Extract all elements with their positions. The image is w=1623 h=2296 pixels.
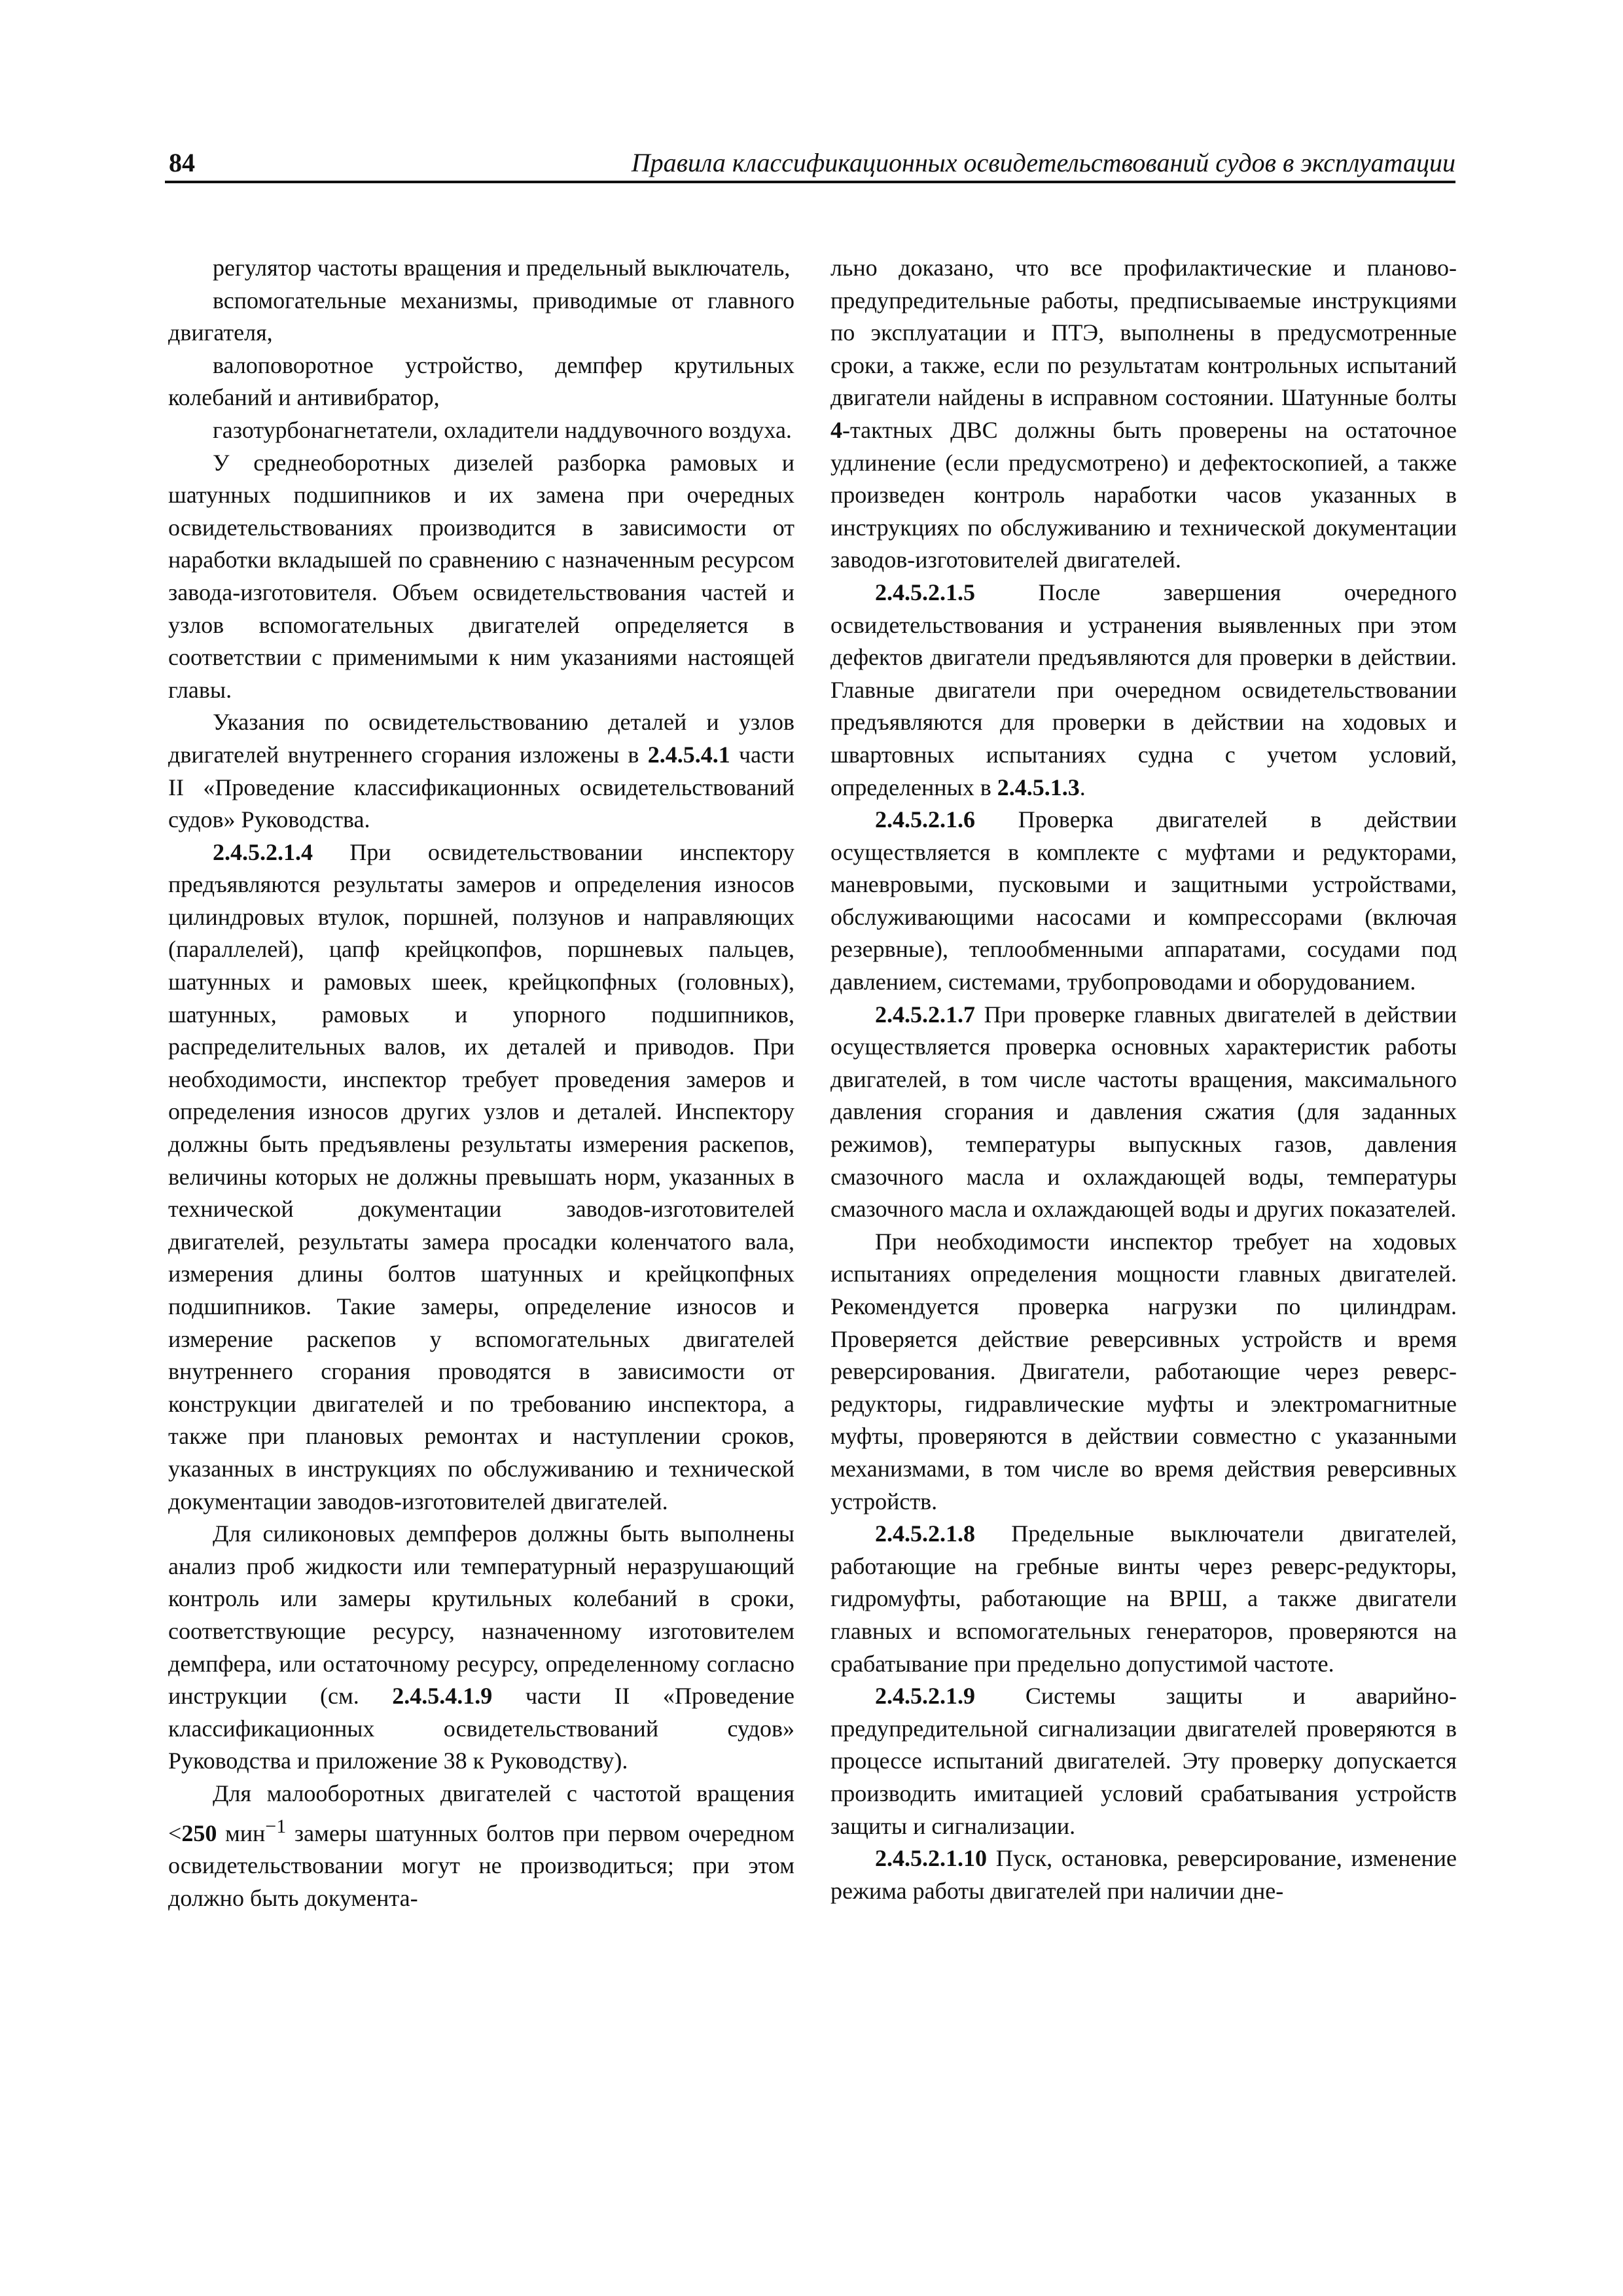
paragraph: При необходимости инспектор требует на ходовых испытаниях определения мощности главных двигателей. Рекомендуется проверка нагрузки по цилиндрам. Проверяется действие реверсивных устройств и время реверсирования. Двигатели, работающие через реверс-редукторы, гидравлические муфты и электромагнитные муфты, проверяются в действии совместно с указанными механизмами, в том числе во время действия реверсивных устройств. — [830, 1228, 1457, 1515]
paragraph-text: части II «Проведение классификационных освидетельствований судов» Руководства и приложение 38 к Руководству). — [168, 1683, 795, 1774]
clause-paragraph — [830, 999, 1457, 1226]
section-reference: 2.4.5.4.1.9 — [392, 1683, 493, 1710]
left-column — [168, 252, 794, 1914]
clause-number: 2.4.5.2.1.4 — [213, 838, 313, 865]
right-column — [830, 252, 1457, 1907]
running-title: Правила классификационных освидетельствований судов в эксплуатации — [631, 148, 1455, 177]
paragraph: У среднеоборотных дизелей разборка рамовых и шатунных подшипников и их замена при очередных освидетельствованиях производится в зависимости от наработки вкладышей по сравнению с назначенным ресурсом завода-изготовителя. Объем освидетельствования частей и узлов вспомогательных двигателей определяется в соответствии с применимыми к ним указаниями настоящей главы. — [168, 449, 794, 703]
paragraph-text: Для силиконовых демпферов должны быть выполнены анализ проб жидкости или температурный неразрушающий контроль или замеры крутильных колебаний в сроки, соответствующие ресурсу, назначенному изготовителем демпфера, или остаточному ресурсу, определенному согласно инструкции (см. — [168, 1520, 794, 1710]
paragraph-text: части II «Проведение классификационных освидетельствований судов» Руководства. — [168, 741, 795, 833]
paragraph — [168, 1778, 794, 1914]
paragraph-text: . — [1079, 774, 1086, 800]
clause-paragraph — [830, 1518, 1457, 1680]
paragraph-text: При проверке главных двигателей в действии осуществляется проверка основных характеристик работы двигателей, в том числе частоты вращения, максимального давления сгорания и давления сжатия (для заданных режимов), температуры выпускных газов, давления смазочного масла и охлаждающей воды, температуры смазочного масла и охлаждающей воды и других показателей. — [830, 1001, 1457, 1223]
paragraph: вспомогательные механизмы, приводимые от главного двигателя, — [168, 287, 794, 346]
paragraph — [830, 252, 1457, 577]
bold-digit: 4 — [830, 416, 842, 443]
section-reference: 2.4.5.1.3 — [997, 774, 1080, 800]
paragraph-text: После завершения очередного освидетельствования и устранения выявленных при этом дефектов двигатели предъявляются для проверки в действии. Главные двигатели при очередном освидетельствовании предъявляются для проверки в действии на ходовых и швартовных испытаниях судна с учетом условий, определенных в — [830, 579, 1457, 800]
frequency-value: 250 — [181, 1820, 217, 1846]
paragraph-text: Предельные выключатели двигателей, работающие на гребные винты через реверс-редукторы, гидромуфты, работающие на ВРШ, а также двигатели главных и вспомогательных генераторов, проверяются на срабатывание при предельно допустимой частоте. — [830, 1520, 1457, 1677]
clause-number: 2.4.5.2.1.7 — [875, 1001, 975, 1028]
clause-number: 2.4.5.2.1.8 — [875, 1520, 975, 1547]
clause-paragraph — [168, 836, 794, 1518]
paragraph-text: Системы защиты и аварийно-предупредительной сигнализации двигателей проверяются в процессе испытаний двигателей. Эту проверку допускается производить имитацией условий срабатывания устройств защиты и сигнализации. — [830, 1683, 1457, 1839]
paragraph — [168, 1518, 794, 1778]
paragraph-text: Для малооборотных двигателей с частотой вращения < — [168, 1780, 794, 1846]
paragraph — [168, 706, 794, 836]
paragraph: регулятор частоты вращения и предельный выключатель, — [213, 255, 791, 281]
paragraph-text: При освидетельствовании инспектору предъявляются результаты замеров и определения износов цилиндровых втулок, поршней, ползунов и направляющих (параллелей), цапф крейцкопфов, поршневых пальцев, шатунных и рамовых шеек, крейцкопфных (головных), шатунных, рамовых и упорного подшипников, распределительных валов, их деталей и приводов. При необходимости, инспектор требует проведения замеров и определения износов других узлов и деталей. Инспектору должны быть предъявлены результаты измерения раскепов, величины которых не должны превышать норм, указанных в технической документации заводов-изготовителей двигателей, результаты замера просадки коленчатого вала, измерения длины болтов шатунных и крейцкопфных подшипников. Такие замеры, определение износов и измерение раскепов у вспомогательных двигателей внутреннего сгорания проводятся в зависимости от конструкции двигателей и по требованию инспектора, а также при плановых ремонтах и наступлении сроков, указанных в инструкциях по обслуживанию и технической документации заводов-изготовителей двигателей. — [168, 838, 794, 1515]
clause-number: 2.4.5.2.1.6 — [875, 806, 975, 833]
page-header — [165, 144, 1455, 183]
paragraph: газотурбонагнетатели, охладители наддувочного воздуха. — [213, 416, 792, 443]
frequency-unit: мин — [224, 1820, 266, 1846]
clause-number: 2.4.5.2.1.9 — [875, 1683, 975, 1710]
section-reference: 2.4.5.4.1 — [647, 741, 730, 768]
clause-number: 2.4.5.2.1.10 — [875, 1845, 987, 1872]
unit-exponent: −1 — [265, 1815, 287, 1837]
paragraph-text: Пуск, остановка, реверсирование, изменение режима работы двигателей при наличии дне- — [830, 1845, 1457, 1904]
clause-paragraph — [830, 1842, 1457, 1907]
clause-number: 2.4.5.2.1.5 — [875, 579, 975, 605]
clause-paragraph — [830, 804, 1457, 999]
paragraph-text: -тактных ДВС должны быть проверены на остаточное удлинение (если предусмотрено) и дефектоскопией, а также произведен контроль наработки часов указанных в инструкциях по обслуживанию и технической документации заводов-изготовителей двигателей. — [830, 416, 1457, 573]
clause-paragraph — [830, 1680, 1457, 1842]
clause-paragraph — [830, 577, 1457, 804]
paragraph-text: льно доказано, что все профилактические и планово-предупредительные работы, предписываемые инструкциями по эксплуатации и ПТЭ, выполнены в предусмотренные сроки, а также, если по результатам контрольных испытаний двигатели найдены в исправном состоянии. Шатунные болты — [830, 255, 1457, 411]
paragraph-text: Указания по освидетельствованию деталей и узлов двигателей внутреннего сгорания изложены в — [168, 709, 794, 768]
page-number: 84 — [169, 148, 195, 177]
paragraph-text: Проверка двигателей в действии осуществляется в комплекте с муфтами и редукторами, маневровыми, пусковыми и защитными устройствами, обслуживающими насосами и компрессорами (включая резервные), теплообменными аппаратами, сосудами под давлением, системами, трубопроводами и оборудованием. — [830, 806, 1457, 996]
paragraph: валоповоротное устройство, демпфер крутильных колебаний и антивибратор, — [168, 351, 794, 411]
paragraph-text: замеры шатунных болтов при первом очередном освидетельствовании могут не производиться; при этом должно быть документа- — [168, 1820, 795, 1911]
